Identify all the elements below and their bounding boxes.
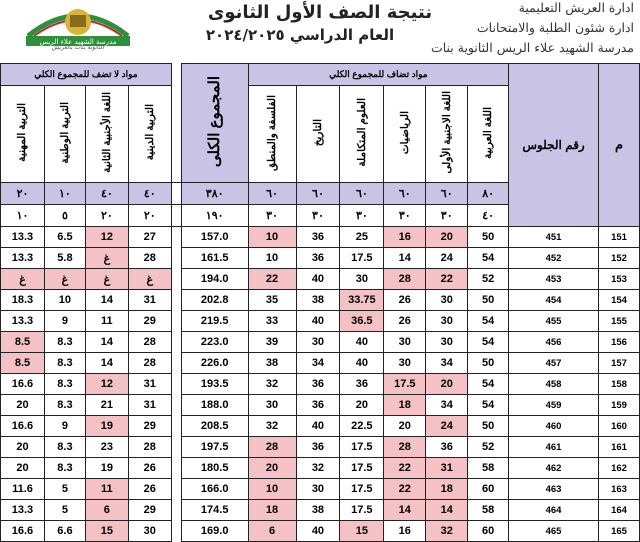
column-gap xyxy=(171,332,181,353)
cell-arabic: 50 xyxy=(468,416,509,437)
cell-total: 194.0 xyxy=(181,269,248,290)
cell-national: 8.3 xyxy=(44,437,85,458)
cell-religion: 26 xyxy=(128,458,171,479)
max-total: ٣٨٠ xyxy=(181,183,248,205)
cell-arabic: 50 xyxy=(468,227,509,248)
cell-lang2: غ xyxy=(85,269,128,290)
table-row xyxy=(1,290,640,311)
cell-lang1: 30 xyxy=(426,332,468,353)
cell-vocational: 11.6 xyxy=(1,479,45,500)
cell-lang2: 6 xyxy=(85,500,128,521)
cell-total: 219.5 xyxy=(181,311,248,332)
min-lang2: ٢٠ xyxy=(85,205,128,227)
cell-religion: 28 xyxy=(128,437,171,458)
group-not-added-header: مواد لا تضف للمجموع الكلي xyxy=(1,64,172,86)
cell-history: 40 xyxy=(296,521,340,542)
cell-seat: 456 xyxy=(509,332,599,353)
cell-science: 40 xyxy=(340,353,384,374)
cell-religion: 27 xyxy=(128,227,171,248)
cell-math: 18 xyxy=(384,395,426,416)
subject-header-philosophy: الفلسفة والمنطق xyxy=(248,86,296,183)
cell-history: 40 xyxy=(296,416,340,437)
cell-lang1: 20 xyxy=(426,374,468,395)
table-row xyxy=(1,332,640,353)
max-vocational: ٢٠ xyxy=(1,183,45,205)
cell-lang1: 22 xyxy=(426,269,468,290)
max-lang1: ٦٠ xyxy=(426,183,468,205)
cell-seat: 462 xyxy=(509,458,599,479)
cell-lang2: 19 xyxy=(85,458,128,479)
subject-header-national: التربية الوطنية xyxy=(44,86,85,183)
table-row xyxy=(1,521,640,542)
max-math: ٦٠ xyxy=(384,183,426,205)
cell-history: 32 xyxy=(296,458,340,479)
seat-header: رقم الجلوس xyxy=(509,64,599,227)
cell-lang1: 31 xyxy=(426,458,468,479)
cell-national: 8.3 xyxy=(44,353,85,374)
cell-math: 16 xyxy=(384,227,426,248)
cell-vocational: 16.6 xyxy=(1,374,45,395)
results-table xyxy=(0,63,640,542)
table-row xyxy=(1,437,640,458)
cell-arabic: 54 xyxy=(468,248,509,269)
cell-arabic: 52 xyxy=(468,269,509,290)
cell-seat: 464 xyxy=(509,500,599,521)
table-row xyxy=(1,248,640,269)
cell-math: 30 xyxy=(384,353,426,374)
cell-religion: غ xyxy=(128,269,171,290)
cell-science: 17.5 xyxy=(340,479,384,500)
column-gap xyxy=(171,248,181,269)
cell-history: 36 xyxy=(296,437,340,458)
cell-vocational: غ xyxy=(1,269,45,290)
table-row xyxy=(1,479,640,500)
admin-line-3: مدرسة الشهيد علاء الريس الثانوية بنات xyxy=(430,40,634,55)
cell-math: 14 xyxy=(384,248,426,269)
cell-lang2: 12 xyxy=(85,227,128,248)
cell-total: 193.5 xyxy=(181,374,248,395)
cell-seat: 458 xyxy=(509,374,599,395)
cell-arabic: 58 xyxy=(468,458,509,479)
subject-header-lang2: اللغة الأجنبية الثانية xyxy=(85,86,128,183)
cell-philosophy: 20 xyxy=(248,458,296,479)
cell-lang1: 30 xyxy=(426,311,468,332)
cell-total: 197.5 xyxy=(181,437,248,458)
cell-religion: 29 xyxy=(128,500,171,521)
cell-philosophy: 10 xyxy=(248,248,296,269)
cell-m: 153 xyxy=(598,269,639,290)
cell-history: 40 xyxy=(296,269,340,290)
cell-vocational: 16.6 xyxy=(1,416,45,437)
cell-history: 30 xyxy=(296,332,340,353)
cell-seat: 452 xyxy=(509,248,599,269)
min-history: ٣٠ xyxy=(296,205,340,227)
cell-national: 8.3 xyxy=(44,458,85,479)
cell-arabic: 60 xyxy=(468,521,509,542)
max-lang2: ٤٠ xyxy=(85,183,128,205)
cell-philosophy: 10 xyxy=(248,227,296,248)
cell-math: 17.5 xyxy=(384,374,426,395)
cell-arabic: 54 xyxy=(468,374,509,395)
cell-national: 6.6 xyxy=(44,521,85,542)
cell-philosophy: 33 xyxy=(248,311,296,332)
cell-science: 30 xyxy=(340,269,384,290)
cell-history: 38 xyxy=(296,290,340,311)
table-row xyxy=(1,500,640,521)
cell-science: 17.5 xyxy=(340,458,384,479)
cell-total: 202.8 xyxy=(181,290,248,311)
column-gap xyxy=(171,416,181,437)
cell-lang2: 19 xyxy=(85,416,128,437)
cell-philosophy: 32 xyxy=(248,416,296,437)
cell-math: 28 xyxy=(384,437,426,458)
cell-religion: 29 xyxy=(128,311,171,332)
column-gap xyxy=(171,374,181,395)
min-total: ١٩٠ xyxy=(181,205,248,227)
cell-m: 160 xyxy=(598,416,639,437)
subject-header-arabic: اللغة العربية xyxy=(468,86,509,183)
column-gap xyxy=(171,500,181,521)
cell-science: 17.5 xyxy=(340,500,384,521)
min-philosophy: ٣٠ xyxy=(248,205,296,227)
cell-vocational: 13.3 xyxy=(1,227,45,248)
cell-national: 9 xyxy=(44,311,85,332)
cell-math: 28 xyxy=(384,269,426,290)
table-row xyxy=(1,269,640,290)
cell-seat: 463 xyxy=(509,479,599,500)
table-row xyxy=(1,311,640,332)
cell-seat: 461 xyxy=(509,437,599,458)
cell-total: 226.0 xyxy=(181,353,248,374)
cell-math: 14 xyxy=(384,500,426,521)
cell-math: 22 xyxy=(384,458,426,479)
cell-m: 162 xyxy=(598,458,639,479)
cell-m: 163 xyxy=(598,479,639,500)
cell-philosophy: 28 xyxy=(248,437,296,458)
cell-vocational: 13.3 xyxy=(1,248,45,269)
cell-seat: 454 xyxy=(509,290,599,311)
table-row xyxy=(1,458,640,479)
cell-vocational: 13.3 xyxy=(1,500,45,521)
academic-year: العام الدراسي ٢٠٢٤/٢٠٢٥ xyxy=(205,26,395,44)
cell-lang1: 24 xyxy=(426,248,468,269)
cell-total: 208.5 xyxy=(181,416,248,437)
subject-header-religion: التربية الدينية xyxy=(128,86,171,183)
cell-math: 22 xyxy=(384,479,426,500)
cell-lang1: 14 xyxy=(426,500,468,521)
cell-history: 36 xyxy=(296,227,340,248)
cell-religion: 31 xyxy=(128,395,171,416)
cell-seat: 465 xyxy=(509,521,599,542)
subject-header-science: العلوم المتكاملة xyxy=(340,86,384,183)
cell-math: 26 xyxy=(384,311,426,332)
cell-science: 15 xyxy=(340,521,384,542)
page-header xyxy=(0,0,640,62)
cell-lang2: غ xyxy=(85,248,128,269)
cell-total: 157.0 xyxy=(181,227,248,248)
cell-national: غ xyxy=(44,269,85,290)
cell-national: 5 xyxy=(44,500,85,521)
min-lang1: ٣٠ xyxy=(426,205,468,227)
min-national: ٥ xyxy=(44,205,85,227)
cell-science: 17.5 xyxy=(340,248,384,269)
cell-philosophy: 18 xyxy=(248,500,296,521)
cell-lang2: 11 xyxy=(85,311,128,332)
cell-religion: 31 xyxy=(128,290,171,311)
subject-header-lang1: اللغة الاجنبية الأولى xyxy=(426,86,468,183)
column-gap xyxy=(171,269,181,290)
cell-total: 180.5 xyxy=(181,458,248,479)
min-math: ٣٠ xyxy=(384,205,426,227)
min-arabic: ٤٠ xyxy=(468,205,509,227)
cell-arabic: 50 xyxy=(468,353,509,374)
max-arabic: ٨٠ xyxy=(468,183,509,205)
cell-philosophy: 30 xyxy=(248,395,296,416)
column-gap xyxy=(171,290,181,311)
cell-m: 164 xyxy=(598,500,639,521)
cell-vocational: 8.5 xyxy=(1,332,45,353)
table-row xyxy=(1,353,640,374)
subject-header-math: الرياضيات xyxy=(384,86,426,183)
cell-lang1: 34 xyxy=(426,395,468,416)
cell-national: 6.5 xyxy=(44,227,85,248)
total-header: المجموع الكلى xyxy=(181,64,248,183)
cell-m: 151 xyxy=(598,227,639,248)
cell-vocational: 16.6 xyxy=(1,521,45,542)
cell-national: 5.8 xyxy=(44,248,85,269)
logo-subtitle: الثانوية بنات بالعريش xyxy=(51,44,105,51)
cell-arabic: 54 xyxy=(468,332,509,353)
cell-vocational: 20 xyxy=(1,437,45,458)
cell-religion: 28 xyxy=(128,248,171,269)
cell-seat: 451 xyxy=(509,227,599,248)
cell-philosophy: 35 xyxy=(248,290,296,311)
column-gap xyxy=(171,183,181,205)
cell-lang2: 14 xyxy=(85,353,128,374)
cell-vocational: 18.3 xyxy=(1,290,45,311)
min-science: ٣٠ xyxy=(340,205,384,227)
cell-lang2: 21 xyxy=(85,395,128,416)
cell-total: 161.5 xyxy=(181,248,248,269)
cell-history: 34 xyxy=(296,353,340,374)
cell-total: 166.0 xyxy=(181,479,248,500)
table-row xyxy=(1,227,640,248)
cell-m: 159 xyxy=(598,395,639,416)
cell-lang1: 20 xyxy=(426,227,468,248)
cell-m: 161 xyxy=(598,437,639,458)
cell-philosophy: 6 xyxy=(248,521,296,542)
cell-m: 165 xyxy=(598,521,639,542)
column-gap xyxy=(171,458,181,479)
max-history: ٦٠ xyxy=(296,183,340,205)
cell-science: 25 xyxy=(340,227,384,248)
cell-religion: 30 xyxy=(128,521,171,542)
cell-seat: 453 xyxy=(509,269,599,290)
column-gap xyxy=(171,205,181,227)
max-religion: ٤٠ xyxy=(128,183,171,205)
cell-total: 188.0 xyxy=(181,395,248,416)
cell-lang2: 23 xyxy=(85,437,128,458)
cell-science: 40 xyxy=(340,332,384,353)
cell-national: 10 xyxy=(44,290,85,311)
cell-science: 17.5 xyxy=(340,437,384,458)
cell-history: 36 xyxy=(296,395,340,416)
column-gap xyxy=(171,437,181,458)
cell-philosophy: 39 xyxy=(248,332,296,353)
cell-arabic: 54 xyxy=(468,395,509,416)
column-gap xyxy=(171,311,181,332)
cell-philosophy: 10 xyxy=(248,479,296,500)
m-header: م xyxy=(598,64,639,227)
cell-national: 8.3 xyxy=(44,395,85,416)
cell-history: 40 xyxy=(296,311,340,332)
cell-vocational: 8.5 xyxy=(1,353,45,374)
cell-seat: 457 xyxy=(509,353,599,374)
cell-national: 9 xyxy=(44,416,85,437)
cell-math: 16 xyxy=(384,521,426,542)
cell-math: 30 xyxy=(384,332,426,353)
cell-national: 8.3 xyxy=(44,374,85,395)
column-gap xyxy=(171,227,181,248)
cell-science: 36.5 xyxy=(340,311,384,332)
cell-arabic: 54 xyxy=(468,311,509,332)
cell-religion: 26 xyxy=(128,479,171,500)
cell-lang1: 24 xyxy=(426,416,468,437)
column-gap xyxy=(171,479,181,500)
cell-lang2: 14 xyxy=(85,332,128,353)
cell-science: 20 xyxy=(340,395,384,416)
subject-header-vocational: التربية المهنية xyxy=(1,86,45,183)
cell-arabic: 60 xyxy=(468,479,509,500)
min-religion: ٢٠ xyxy=(128,205,171,227)
subject-header-history: التاريخ xyxy=(296,86,340,183)
page-title: نتيجة الصف الأول الثانوى xyxy=(207,2,433,23)
cell-religion: 28 xyxy=(128,353,171,374)
max-science: ٦٠ xyxy=(340,183,384,205)
cell-religion: 31 xyxy=(128,374,171,395)
cell-lang2: 12 xyxy=(85,374,128,395)
admin-line-2: ادارة شئون الطلبة والامتحانات xyxy=(476,20,634,35)
cell-lang2: 11 xyxy=(85,479,128,500)
cell-arabic: 50 xyxy=(468,290,509,311)
cell-history: 30 xyxy=(296,479,340,500)
cell-vocational: 13.3 xyxy=(1,311,45,332)
cell-arabic: 52 xyxy=(468,437,509,458)
cell-science: 33.75 xyxy=(340,290,384,311)
cell-m: 154 xyxy=(598,290,639,311)
max-national: ١٠ xyxy=(44,183,85,205)
column-gap xyxy=(171,521,181,542)
cell-total: 169.0 xyxy=(181,521,248,542)
cell-vocational: 20 xyxy=(1,458,45,479)
logo-text: مدرسة الشهيد علاء الريس xyxy=(39,38,117,46)
column-gap xyxy=(171,64,181,183)
cell-lang1: 18 xyxy=(426,479,468,500)
cell-lang2: 14 xyxy=(85,290,128,311)
cell-science: 36 xyxy=(340,374,384,395)
cell-religion: 29 xyxy=(128,416,171,437)
cell-m: 156 xyxy=(598,332,639,353)
cell-vocational: 20 xyxy=(1,395,45,416)
table-row xyxy=(1,374,640,395)
group-added-header: مواد تضاف للمجموع الكلي xyxy=(248,64,508,86)
min-vocational: ١٠ xyxy=(1,205,45,227)
table-row xyxy=(1,416,640,437)
cell-lang1: 36 xyxy=(426,437,468,458)
cell-seat: 460 xyxy=(509,416,599,437)
cell-m: 155 xyxy=(598,311,639,332)
admin-line-1: ادارة العريش التعليمية xyxy=(518,0,634,15)
cell-philosophy: 38 xyxy=(248,353,296,374)
cell-philosophy: 22 xyxy=(248,269,296,290)
table-row xyxy=(1,395,640,416)
cell-seat: 455 xyxy=(509,311,599,332)
cell-science: 22.5 xyxy=(340,416,384,437)
column-gap xyxy=(171,395,181,416)
cell-history: 36 xyxy=(296,374,340,395)
cell-national: 5 xyxy=(44,479,85,500)
cell-arabic: 58 xyxy=(468,500,509,521)
cell-math: 20 xyxy=(384,416,426,437)
cell-math: 26 xyxy=(384,290,426,311)
cell-m: 157 xyxy=(598,353,639,374)
cell-religion: 28 xyxy=(128,332,171,353)
cell-m: 152 xyxy=(598,248,639,269)
cell-seat: 459 xyxy=(509,395,599,416)
cell-lang1: 32 xyxy=(426,521,468,542)
cell-lang1: 30 xyxy=(426,290,468,311)
cell-history: 38 xyxy=(296,500,340,521)
cell-total: 223.0 xyxy=(181,332,248,353)
cell-m: 158 xyxy=(598,374,639,395)
cell-philosophy: 32 xyxy=(248,374,296,395)
cell-national: 8.3 xyxy=(44,332,85,353)
cell-total: 174.5 xyxy=(181,500,248,521)
column-gap xyxy=(171,353,181,374)
max-philosophy: ٦٠ xyxy=(248,183,296,205)
cell-lang2: 15 xyxy=(85,521,128,542)
cell-lang1: 34 xyxy=(426,353,468,374)
results-body xyxy=(1,227,640,542)
cell-history: 36 xyxy=(296,248,340,269)
